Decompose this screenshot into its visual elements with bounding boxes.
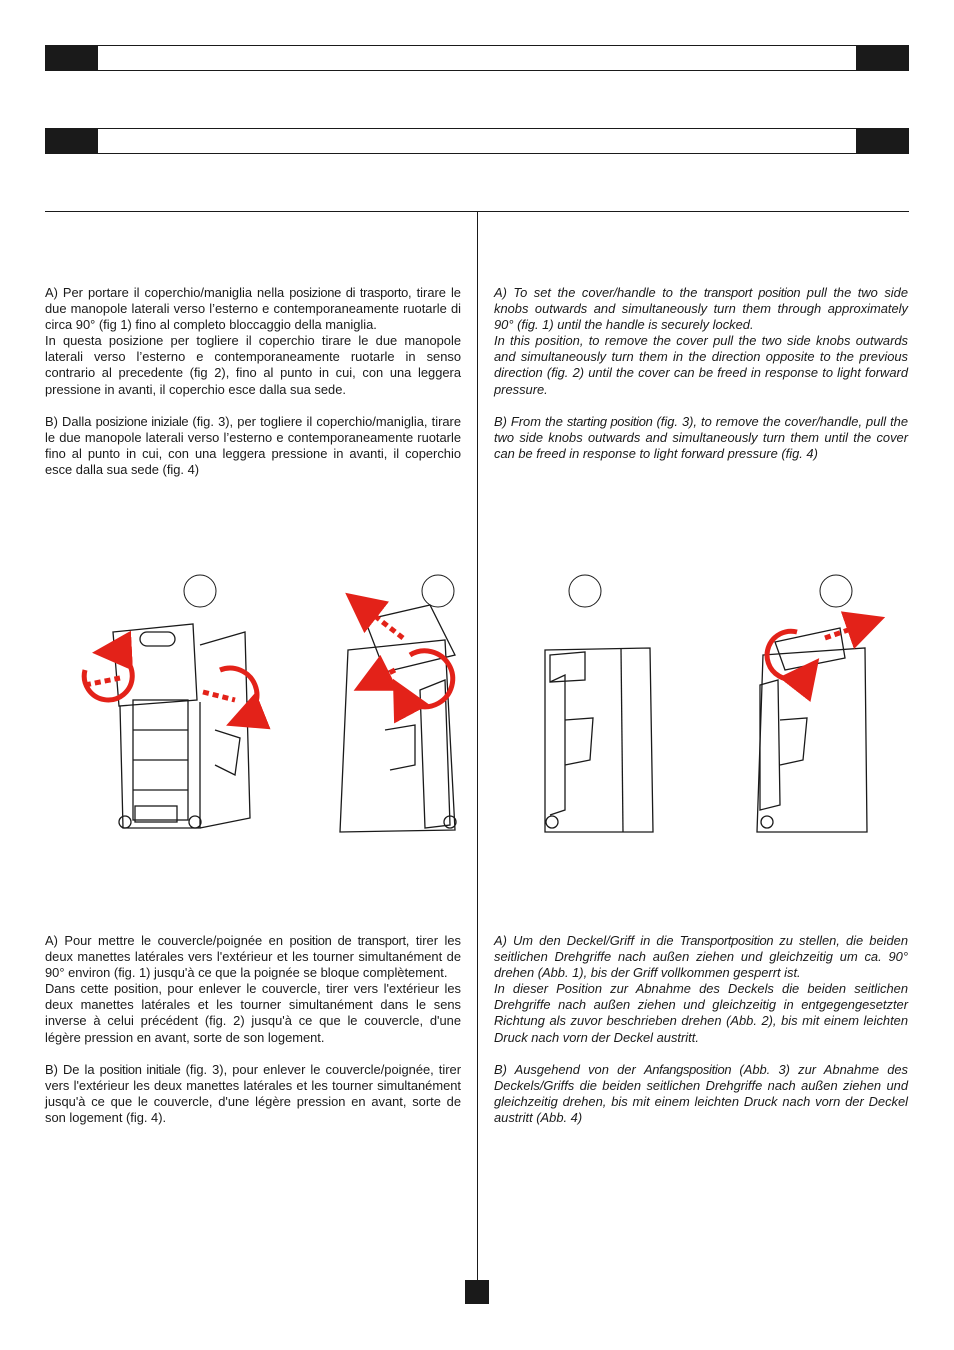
header-bar-left-cap (46, 129, 98, 153)
section-english (494, 285, 908, 462)
unit-front-view (113, 624, 250, 828)
unit-side-view-cover-release (757, 628, 867, 832)
header-bar-right-cap (856, 129, 908, 153)
highlight-term: starting position (566, 413, 653, 429)
section-italian (45, 285, 461, 478)
german-paragraph-a: A) Um den Deckel/Griff in die Transportposition zu stellen, die beiden seitlichen Drehgriffe nach außen ziehen und gleichzeitig um ca. 90° drehen (Abb. 1), bis der Griff vollkommen gesperrt ist. (494, 933, 908, 981)
rotation-arrow-icon (84, 652, 257, 720)
figure-3 (545, 575, 653, 832)
highlight-term: Anfangsposition (643, 1061, 732, 1077)
german-paragraph-a2: In dieser Position zur Abnahme des Deckels die beiden seitlichen Drehgriffe nach außen ziehen und gleichzeitig in entgegengesetzter Richtung als zuvor beschrieben drehen (Abb. 2), bis mit einem leichten Druck nach vorn der Deckel austritt. (494, 981, 908, 1045)
header-bar-top (45, 45, 909, 71)
english-paragraph-b: B) From the starting position (fig. 3), to remove the cover/handle, pull the two side knobs outwards and simultaneously turn them until the cover can be freed in response to light forward pressure (fig. 4) (494, 413, 909, 461)
rotation-arrow-icon (357, 602, 453, 707)
unit-side-view-closed (545, 648, 653, 832)
highlight-term: position initiale (99, 1061, 181, 1077)
header-bar-second (45, 128, 909, 154)
french-paragraph-b: B) De la position initiale (fig. 3), pour enlever le couvercle/poignée, tirer vers l'extérieur les deux manettes latérales et les tourner simultanément jusqu'à ce que le couvercle, d'une légère pression en avant, sorte de son logement (fig. 4). (45, 1061, 461, 1125)
figure-4 (757, 575, 871, 832)
highlight-term: Transportposition (679, 933, 774, 948)
figure-2 (340, 575, 456, 832)
english-paragraph-a: A) To set the cover/handle to the transport position pull the two side knobs outwards and simultaneously turn them through approximately 90° (fig. 1) until the handle is securely locked. (494, 285, 908, 333)
page-number-box (465, 1280, 489, 1304)
french-paragraph-a2: Dans cette position, pour enlever le couvercle, tirer vers l'extérieur les deux manettes latérales et les tourner simultanément dans le sens inverse à celui précédent (fig. 2) jusqu'à ce que le couvercle, d'une légère pression en avant, sorte de son logement. (45, 981, 461, 1045)
french-paragraph-a: A) Pour mettre le couvercle/poignée en position de transport, tirer les deux manettes latérales vers l'extérieur et les tourner simultanément de 90° environ (fig. 1) jusqu'à ce que la poignée se bloque complètement. (45, 933, 461, 981)
section-german (494, 933, 908, 1126)
figures-strip (45, 560, 909, 860)
highlight-term: transport position (703, 285, 801, 300)
italian-paragraph-a2: In questa posizione per togliere il coperchio tirare le due manopole laterali verso l’esterno e contemporaneamente ruotarle in senso contrario al precedente (fig 2), fino al punto in cui, con una leggera pressione in avanti, il coperchio esce dalla sua sede. (45, 333, 461, 397)
figure-1 (84, 575, 257, 828)
unit-side-view-lifted (340, 605, 456, 832)
figure-4-number-circle (820, 575, 852, 607)
english-paragraph-a2: In this position, to remove the cover pull the two side knobs outwards and simultaneously turn them in the direction opposite to the previous direction (fig. 2) until the cover can be freed in response to light forward pressure. (494, 333, 908, 397)
header-bar-left-cap (46, 46, 98, 70)
highlight-term: position de transport (289, 933, 406, 948)
highlight-term: posizione iniziale (95, 413, 189, 429)
german-paragraph-b: B) Ausgehend von der Anfangsposition (Abb. 3) zur Abnahme des Deckels/Griffs die beiden seitlichen Drehgriffe nach außen ziehen und gleichzeitig drehen, bis mit einem leichten Druck nach vorn der Deckel austritt (Abb. 4) (494, 1061, 908, 1125)
italian-paragraph-a: A) Per portare il coperchio/maniglia nella posizione di trasporto, tirare le due manopole laterali verso l’esterno e contemporaneamente ruotarle di circa 90° (fig 1) fino al completo bloccaggio della maniglia. (45, 285, 461, 333)
header-bar-right-cap (856, 46, 908, 70)
figure-3-number-circle (569, 575, 601, 607)
figure-2-number-circle (422, 575, 454, 607)
highlight-term: posizione di trasporto (289, 285, 408, 300)
italian-paragraph-b: B) Dalla posizione iniziale (fig. 3), per togliere il coperchio/maniglia, tirare le due manopole laterali verso l’esterno e contemporaneamente ruotarle fino al punto in cui, con una leggera pressione in avanti, il coperchio esce dalla sua sede (fig. 4) (45, 413, 462, 477)
figure-1-number-circle (184, 575, 216, 607)
section-french (45, 933, 461, 1126)
